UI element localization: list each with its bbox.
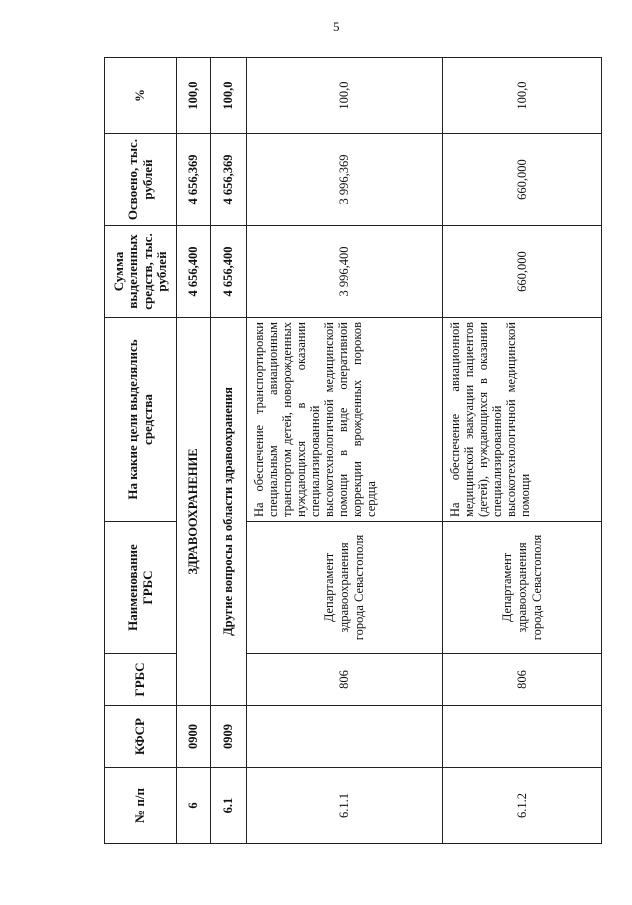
cell-percent: 100,0: [247, 58, 443, 134]
cell-num: 6.1: [211, 768, 247, 844]
table-row-6-1-1: [247, 58, 443, 844]
cell-percent: 100,0: [211, 58, 247, 134]
table-row-6: [177, 58, 211, 844]
cell-subsection-title: Другие вопросы в области здравоохранения: [211, 318, 247, 706]
cell-num: 6.1.2: [443, 768, 602, 844]
cell-purpose: На обеспечение авиационной медицинской эвакуации пациентов (детей), нуждающихся в оказании специализированной высокотехнологичной медицинской помощи: [443, 318, 602, 522]
cell-kfsr: [443, 706, 602, 768]
cell-spent: 3 996,369: [247, 134, 443, 226]
cell-grbs: 806: [443, 654, 602, 706]
cell-allocated: 4 656,400: [211, 226, 247, 318]
expenditure-table: [104, 57, 602, 844]
cell-allocated: 4 656,400: [177, 226, 211, 318]
cell-kfsr: 0909: [211, 706, 247, 768]
cell-num: 6.1.1: [247, 768, 443, 844]
cell-percent: 100,0: [177, 58, 211, 134]
header-grbs-name: Наименование ГРБС: [105, 522, 177, 654]
cell-percent: 100,0: [443, 58, 602, 134]
header-grbs: ГРБС: [105, 654, 177, 706]
header-spent: Освоено, тыс. рублей: [105, 134, 177, 226]
cell-section-title: ЗДРАВООХРАНЕНИЕ: [177, 318, 211, 706]
header-allocated: Сумма выделенных средств, тыс. рублей: [105, 226, 177, 318]
cell-grbs: 806: [247, 654, 443, 706]
rotated-table-container: [104, 58, 601, 844]
table-row-6-1-2: [443, 58, 602, 844]
cell-grbs-name: Департамент здравоохранения города Севастополя: [443, 522, 602, 654]
header-row: [105, 58, 177, 844]
header-kfsr: КФСР: [105, 706, 177, 768]
cell-grbs-name: Департамент здравоохранения города Севастополя: [247, 522, 443, 654]
cell-kfsr: [247, 706, 443, 768]
page-number: 5: [333, 19, 340, 34]
cell-allocated: 660,000: [443, 226, 602, 318]
header-num: № п/п: [105, 768, 177, 844]
cell-num: 6: [177, 768, 211, 844]
cell-spent: 660,000: [443, 134, 602, 226]
table-wrapper: [104, 58, 601, 844]
cell-allocated: 3 996,400: [247, 226, 443, 318]
cell-spent: 4 656,369: [211, 134, 247, 226]
cell-purpose: На обеспечение транспортировки специальным авиационным транспортом детей, новорожденных нуждающихся в оказании специализированной высокотехнологичной медицинской помощи в виде оперативной коррекции врожденных пороков сердца: [247, 318, 443, 522]
header-percent: %: [105, 58, 177, 134]
cell-kfsr: 0900: [177, 706, 211, 768]
header-purpose: На какие цели выделялись средства: [105, 318, 177, 522]
table-row-6-1: [211, 58, 247, 844]
cell-spent: 4 656,369: [177, 134, 211, 226]
